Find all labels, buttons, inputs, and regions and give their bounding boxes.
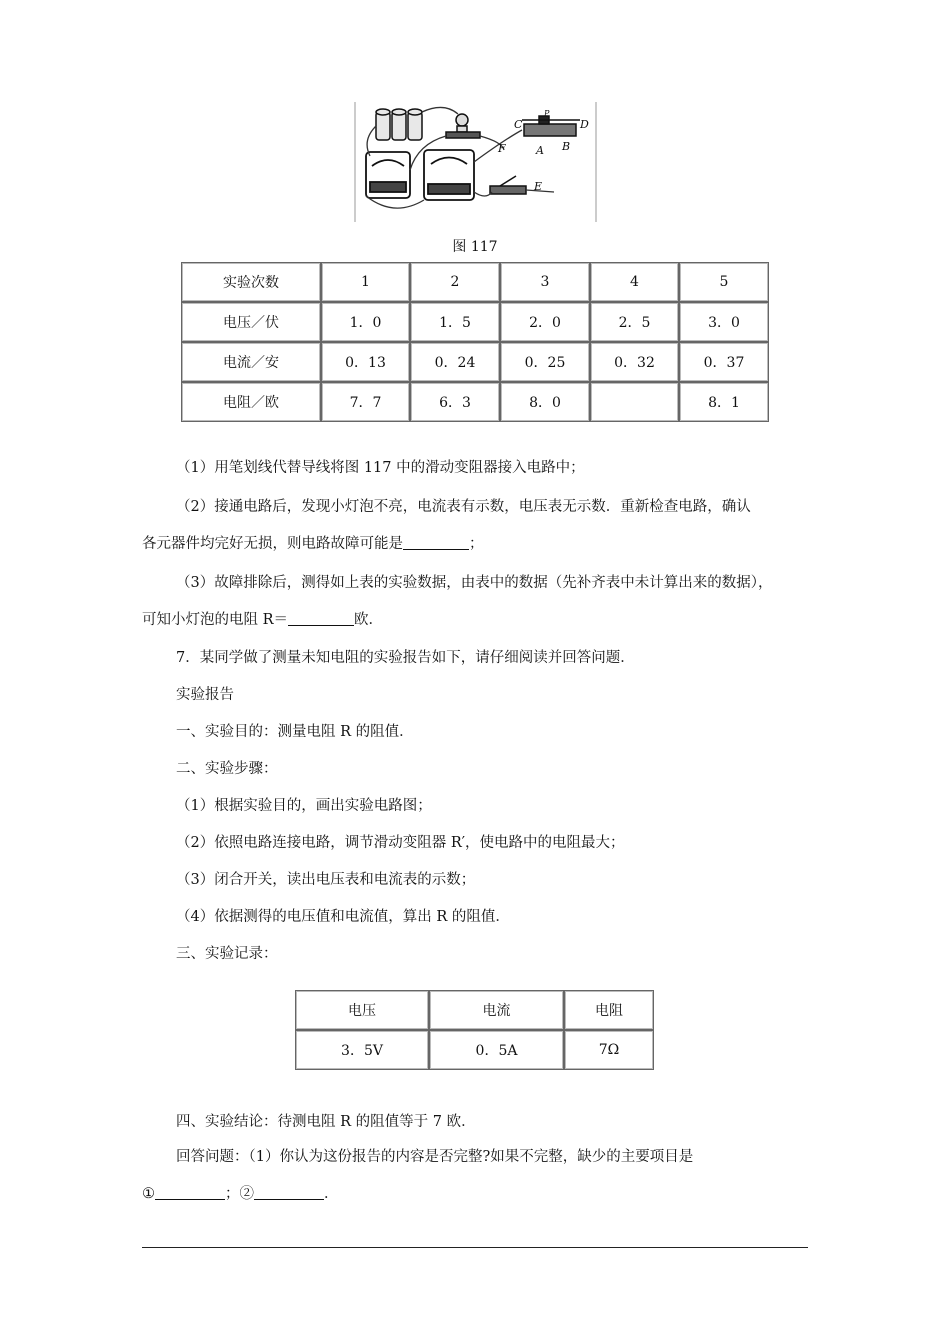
table-cell: 2．5 — [590, 302, 679, 342]
record-table — [295, 990, 654, 1070]
report-record-title: 三、实验记录： — [176, 946, 278, 962]
question-1: （1）用笔划线代替导线将图 117 中的滑动变阻器接入电路中； — [176, 460, 585, 476]
bulb-icon — [446, 114, 480, 138]
table-cell: 电压／伏 — [181, 302, 321, 342]
table-header-cell: 5 — [679, 262, 769, 302]
table-cell: 0．32 — [590, 342, 679, 382]
answer-blank[interactable] — [288, 611, 354, 626]
question-3-text: 可知小灯泡的电阻 R＝ — [142, 612, 289, 628]
table-row — [181, 302, 769, 342]
report-steps-title: 二、实验步骤： — [176, 761, 278, 777]
question-2-text: 各元器件均完好无损，则电路故障可能是 — [142, 536, 403, 552]
rheostat-icon — [522, 116, 580, 136]
battery-icon — [376, 109, 422, 140]
label-e: E — [534, 180, 543, 193]
answer-question: 回答问题：（1）你认为这份报告的内容是否完整?如果不完整，缺少的主要项目是 — [176, 1149, 694, 1165]
table-cell: 1．0 — [321, 302, 410, 342]
table-cell: 电阻／欧 — [181, 382, 321, 422]
table-cell: 6．3 — [410, 382, 500, 422]
answer-separator: ； — [225, 1186, 240, 1202]
table-cell: 7．7 — [321, 382, 410, 422]
label-d: D — [580, 118, 589, 131]
question-2-line-1: （2）接通电路后，发现小灯泡不亮，电流表有示数，电压表无示数．重新检查电路，确认 — [176, 499, 751, 515]
label-f: F — [498, 142, 506, 155]
report-title: 实验报告 — [176, 687, 234, 703]
label-a: A — [536, 144, 544, 157]
table-cell: 0．24 — [410, 342, 500, 382]
question-2-end: ； — [469, 536, 484, 552]
question-3-end: 欧． — [354, 612, 384, 628]
table-cell: 8．0 — [500, 382, 590, 422]
table-header-cell: 1 — [321, 262, 410, 302]
table-cell: 0．5A — [429, 1030, 564, 1070]
label-b: B — [562, 140, 571, 153]
table-header-cell: 电压 — [295, 990, 429, 1030]
table-cell: 电流／安 — [181, 342, 321, 382]
data-table — [181, 262, 769, 422]
question-3-line-1: （3）故障排除后，测得如上表的实验数据，由表中的数据（先补齐表中未计算出来的数据）， — [176, 575, 773, 591]
table-header-cell: 3 — [500, 262, 590, 302]
problem-7-intro: 7．某同学做了测量未知电阻的实验报告如下，请仔细阅读并回答问题． — [176, 650, 635, 666]
table-header-cell: 电流 — [429, 990, 564, 1030]
table-row — [295, 1030, 654, 1070]
report-purpose: 一、实验目的：测量电阻 R 的阻值． — [176, 724, 414, 740]
report-step-4: （4）依据测得的电压值和电流值，算出 R 的阻值． — [176, 909, 510, 925]
table-header-cell: 2 — [410, 262, 500, 302]
table-cell: 0．25 — [500, 342, 590, 382]
circuit-apparatus-drawing — [354, 100, 598, 224]
table-cell: 3．0 — [679, 302, 769, 342]
table-row — [181, 262, 769, 302]
footer-rule — [142, 1247, 808, 1248]
answer-2-marker: ② — [239, 1186, 254, 1202]
ammeter-icon — [366, 152, 410, 198]
table-cell: 7Ω — [564, 1030, 654, 1070]
table-header-cell: 4 — [590, 262, 679, 302]
question-3-line-2 — [142, 608, 383, 629]
figure-caption: 图 117 — [452, 239, 498, 255]
label-p: P — [544, 109, 550, 118]
table-cell: 8．1 — [679, 382, 769, 422]
label-c: C — [514, 118, 523, 131]
table-header-cell: 电阻 — [564, 990, 654, 1030]
table-cell-empty[interactable] — [590, 382, 679, 422]
answer-blank[interactable] — [254, 1185, 324, 1200]
table-cell: 1．5 — [410, 302, 500, 342]
table-row — [181, 342, 769, 382]
report-step-1: （1）根据实验目的，画出实验电路图； — [176, 798, 432, 814]
table-cell: 2．0 — [500, 302, 590, 342]
table-header-cell: 实验次数 — [181, 262, 321, 302]
report-conclusion: 四、实验结论：待测电阻 R 的阻值等于 7 欧． — [176, 1114, 476, 1130]
answer-1-marker: ① — [142, 1186, 155, 1202]
report-step-2: （2）依照电路连接电路，调节滑动变阻器 R′，使电路中的电阻最大； — [176, 835, 625, 851]
answer-end: ． — [324, 1186, 339, 1202]
table-cell: 0．13 — [321, 342, 410, 382]
report-step-3: （3）闭合开关，读出电压表和电流表的示数； — [176, 872, 476, 888]
answer-blank[interactable] — [155, 1185, 225, 1200]
table-cell: 0．37 — [679, 342, 769, 382]
answer-blank[interactable] — [403, 535, 469, 550]
circuit-figure — [354, 100, 598, 224]
question-2-line-2 — [142, 532, 484, 553]
answer-blanks-line — [142, 1182, 339, 1203]
table-cell: 3．5V — [295, 1030, 429, 1070]
table-row — [295, 990, 654, 1030]
voltmeter-icon — [424, 150, 474, 200]
switch-icon — [490, 176, 526, 194]
table-row — [181, 382, 769, 422]
